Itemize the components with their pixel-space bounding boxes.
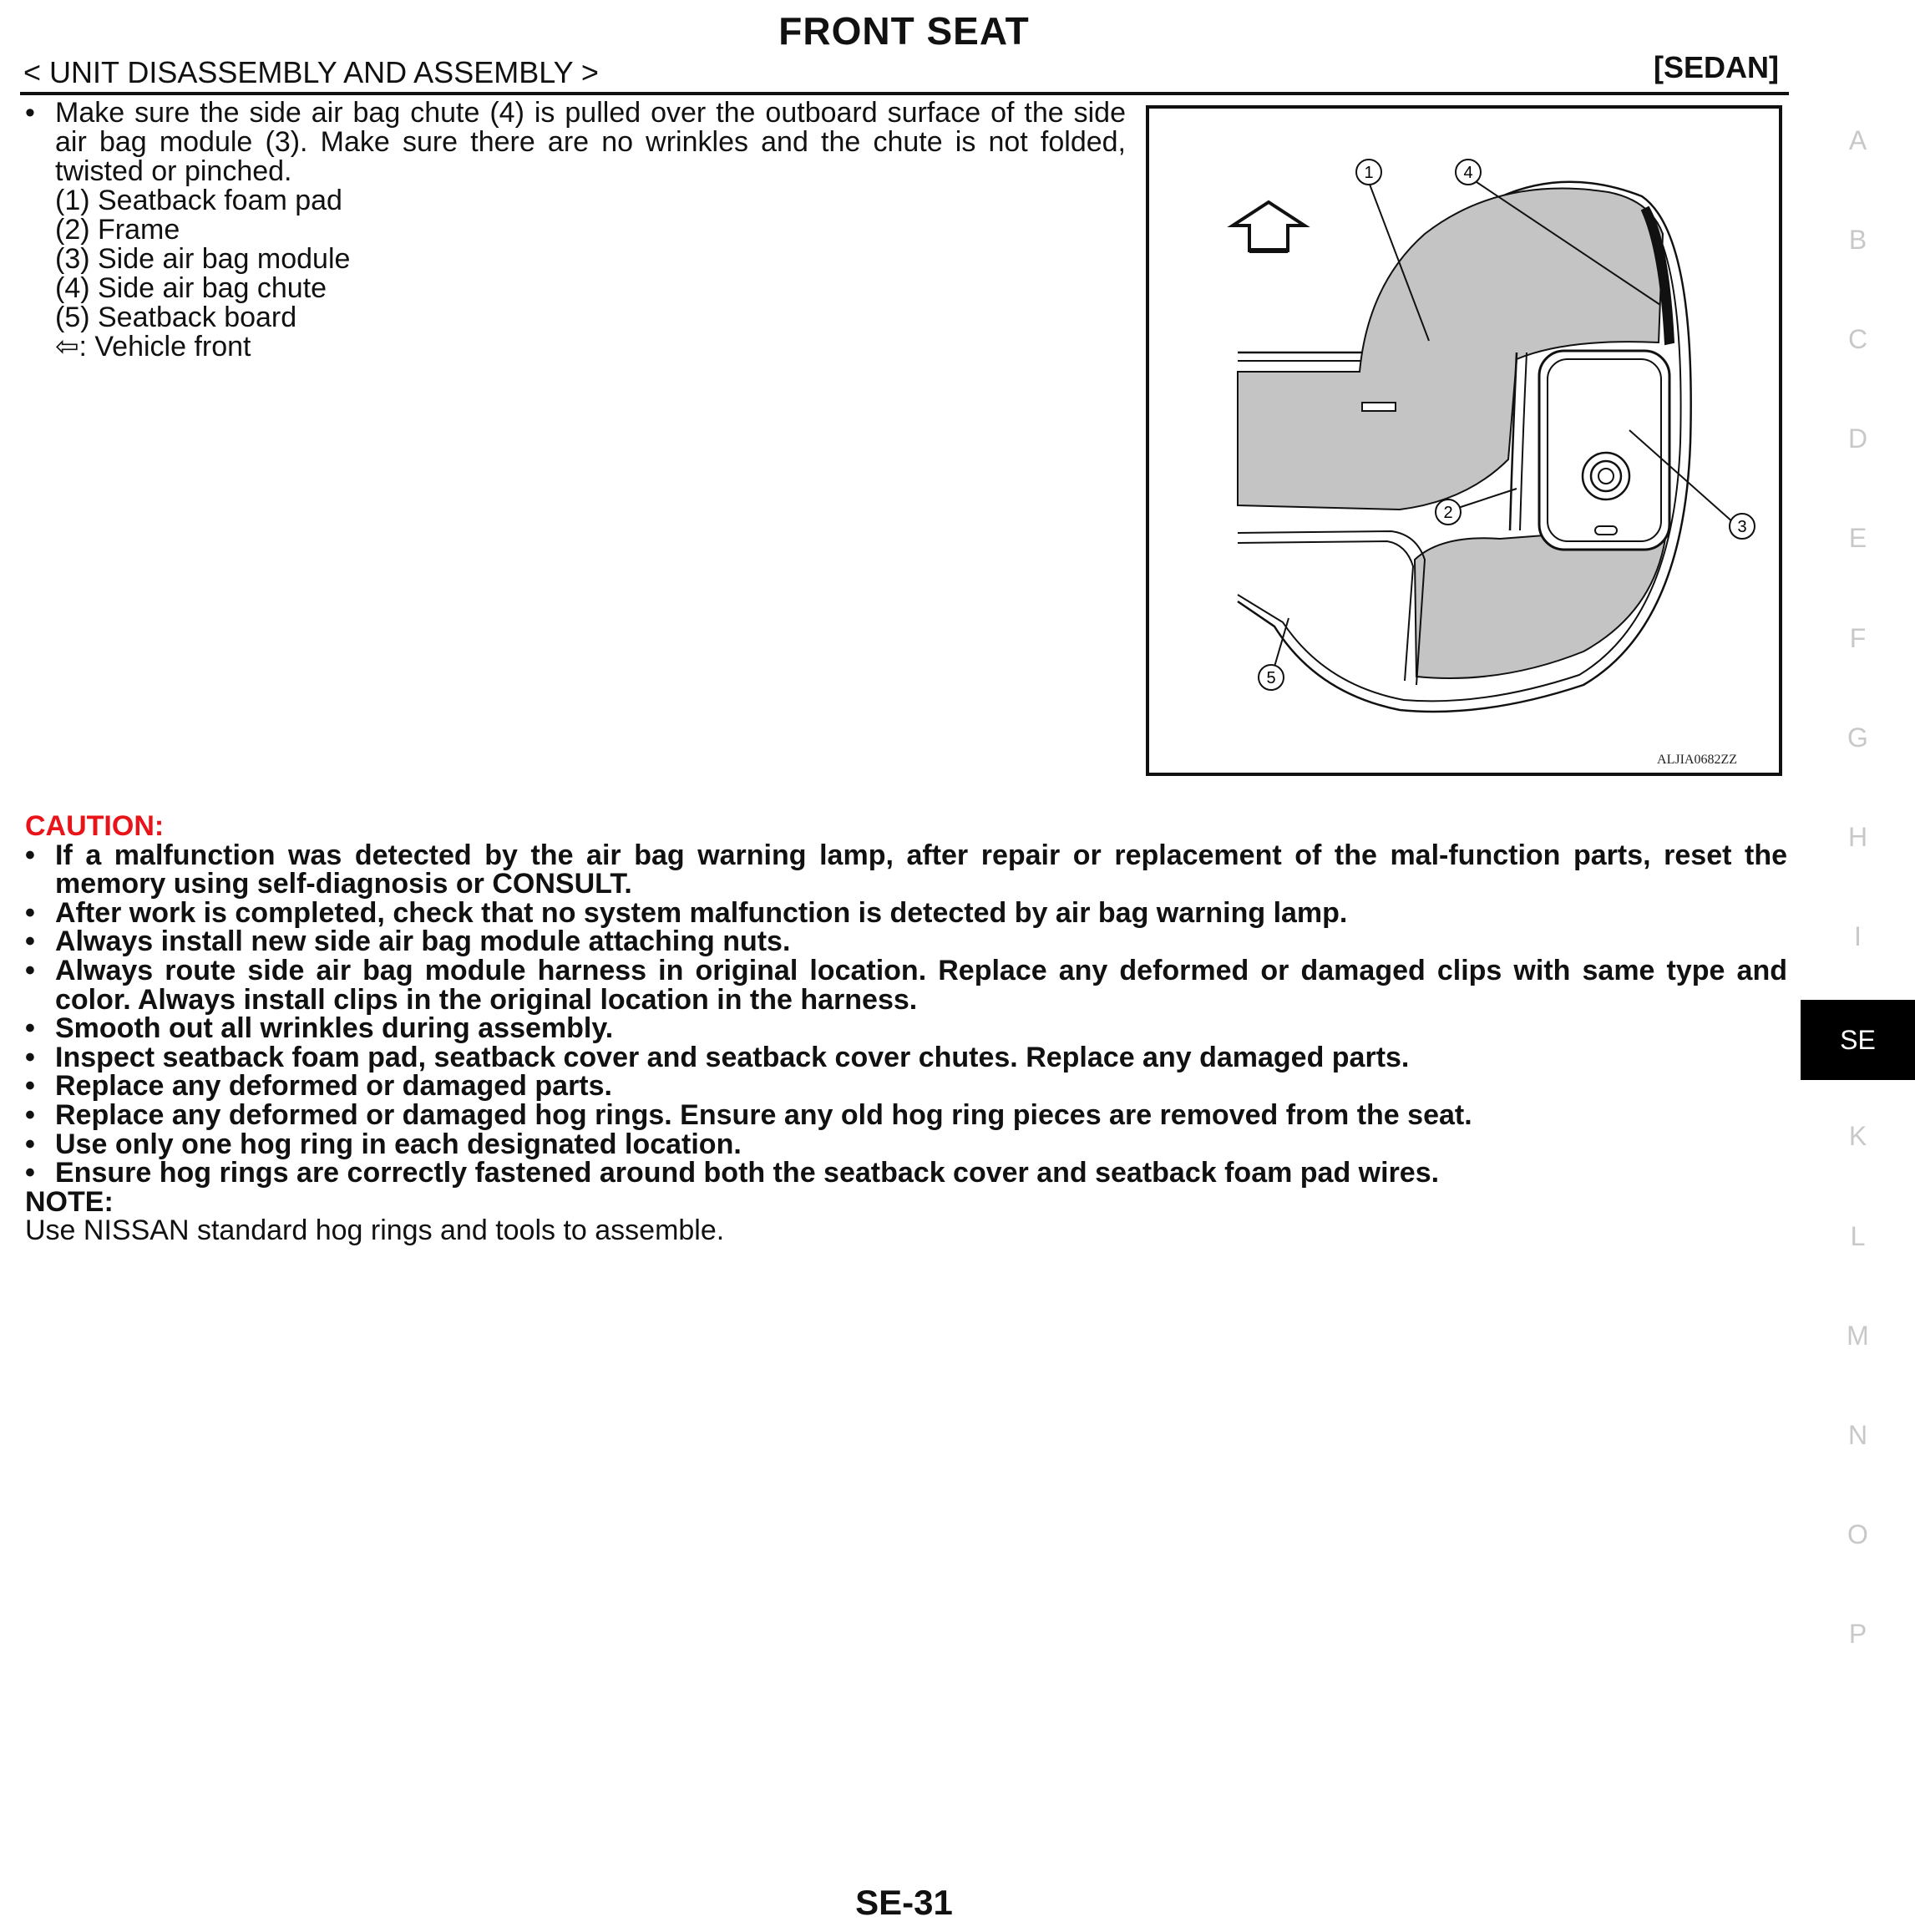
index-tab-se-active[interactable]: SE bbox=[1801, 1000, 1915, 1080]
callout-1 bbox=[1356, 160, 1381, 185]
note-text: Use NISSAN standard hog rings and tools to assemble. bbox=[25, 1214, 725, 1247]
caution-item-text: If a malfunction was detected by the air bag warning lamp, after repair or replacement of the mal-function parts, reset the memory using self-diagnosis or CONSULT. bbox=[55, 839, 1787, 900]
svg-text:3: 3 bbox=[1737, 518, 1747, 536]
legend-item: (4) Side air bag chute bbox=[55, 272, 327, 304]
bullet-glyph: • bbox=[25, 1128, 35, 1160]
caution-heading: CAUTION: bbox=[25, 810, 165, 842]
index-tab-f[interactable]: F bbox=[1849, 623, 1867, 653]
caution-item-text: Replace any deformed or damaged parts. bbox=[55, 1070, 612, 1103]
legend-item: ⇦: Vehicle front bbox=[55, 331, 251, 363]
legend-item: (2) Frame bbox=[55, 214, 180, 246]
callout-3 bbox=[1730, 514, 1755, 539]
caution-item-text: Always route side air bag module harness in original location. Replace any deformed or damaged clips with same type and color. Always install clips in the original location in the harness. bbox=[55, 954, 1787, 1016]
caution-item bbox=[25, 1043, 1787, 1072]
bracket bbox=[1362, 403, 1396, 411]
seat-diagram bbox=[1149, 109, 1779, 773]
callout-5 bbox=[1259, 665, 1284, 690]
index-tab-g[interactable]: G bbox=[1847, 723, 1868, 753]
caution-item bbox=[25, 1072, 1787, 1101]
callout-4 bbox=[1456, 160, 1481, 185]
legend-item: (5) Seatback board bbox=[55, 302, 297, 333]
caution-item bbox=[25, 1130, 1787, 1159]
svg-text:2: 2 bbox=[1443, 504, 1453, 522]
caution-item-text: Inspect seatback foam pad, seatback cover and seatback cover chutes. Replace any damaged parts. bbox=[55, 1041, 1410, 1073]
index-tab-i[interactable]: I bbox=[1854, 921, 1862, 951]
frame-lower-line bbox=[1238, 531, 1425, 685]
bullet-glyph: • bbox=[25, 925, 35, 958]
caution-item bbox=[25, 841, 1787, 899]
index-tab-a[interactable]: A bbox=[1848, 125, 1867, 155]
frame-line bbox=[1520, 352, 1527, 530]
svg-text:5: 5 bbox=[1266, 669, 1276, 687]
index-tab-k[interactable]: K bbox=[1848, 1121, 1867, 1151]
caution-item-text: After work is completed, check that no system malfunction is detected by air bag warning lamp. bbox=[55, 896, 1348, 929]
caution-item-text: Smooth out all wrinkles during assembly. bbox=[55, 1012, 614, 1045]
bullet-glyph: • bbox=[25, 1041, 35, 1073]
index-tab-l[interactable]: L bbox=[1850, 1221, 1866, 1251]
caution-list bbox=[25, 841, 1787, 1188]
caution-item bbox=[25, 1098, 1787, 1131]
bullet-glyph: • bbox=[25, 839, 35, 871]
index-tab-p[interactable]: P bbox=[1848, 1619, 1867, 1649]
part-legend bbox=[25, 186, 1126, 362]
caution-item bbox=[25, 1159, 1787, 1188]
index-tab-h[interactable]: H bbox=[1847, 822, 1868, 852]
section-header: < UNIT DISASSEMBLY AND ASSEMBLY > bbox=[23, 55, 599, 89]
svg-text:4: 4 bbox=[1463, 164, 1473, 182]
section-index-tabs bbox=[1801, 0, 1915, 1754]
svg-text:1: 1 bbox=[1364, 164, 1374, 182]
legend-item: (1) Seatback foam pad bbox=[55, 185, 342, 216]
bullet-glyph: • bbox=[25, 97, 35, 129]
instruction-text: Make sure the side air bag chute (4) is pulled over the outboard surface of the side air bag module (3). Make sure there are no wrinkles and the chute is not folded, twisted or pinched. bbox=[55, 97, 1126, 187]
index-tab-e[interactable]: E bbox=[1848, 523, 1867, 553]
seat-diagram-figure bbox=[1146, 105, 1782, 776]
instruction-bullet bbox=[25, 99, 1126, 186]
header-rule bbox=[20, 92, 1789, 95]
page-title: FRONT SEAT bbox=[778, 9, 1030, 53]
caution-item-text: Ensure hog rings are correctly fastened around both the seatback cover and seatback foam pad wires. bbox=[55, 1157, 1440, 1189]
caution-block bbox=[25, 812, 1787, 1245]
caution-item bbox=[25, 1014, 1787, 1043]
bullet-glyph: • bbox=[25, 1098, 35, 1131]
model-tag: [SEDAN] bbox=[1654, 50, 1779, 84]
index-tab-n[interactable]: N bbox=[1847, 1420, 1868, 1450]
index-tab-c[interactable]: C bbox=[1847, 324, 1868, 354]
caution-item-text: Use only one hog ring in each designated location. bbox=[55, 1128, 742, 1160]
figure-code: ALJIA0682ZZ bbox=[1657, 753, 1737, 767]
bullet-glyph: • bbox=[25, 1070, 35, 1103]
index-tab-b[interactable]: B bbox=[1848, 225, 1867, 255]
air-bag-module bbox=[1539, 351, 1669, 550]
caution-item bbox=[25, 956, 1787, 1014]
bullet-glyph: • bbox=[25, 896, 35, 929]
index-tab-m[interactable]: M bbox=[1847, 1321, 1869, 1351]
bullet-glyph: • bbox=[25, 1157, 35, 1189]
note-heading: NOTE: bbox=[25, 1185, 114, 1218]
caution-item bbox=[25, 896, 1787, 929]
page-number: SE-31 bbox=[855, 1883, 953, 1922]
index-tab-o[interactable]: O bbox=[1847, 1519, 1868, 1549]
bullet-glyph: • bbox=[25, 1012, 35, 1045]
instruction-block bbox=[25, 99, 1126, 362]
caution-item bbox=[25, 927, 1787, 956]
callout-2 bbox=[1436, 499, 1461, 525]
index-tab-d[interactable]: D bbox=[1847, 423, 1868, 454]
leader-line-2 bbox=[1458, 489, 1517, 508]
legend-item: (3) Side air bag module bbox=[55, 243, 351, 275]
bullet-glyph: • bbox=[25, 954, 35, 986]
caution-item-text: Always install new side air bag module attaching nuts. bbox=[55, 925, 791, 958]
vehicle-front-arrow-icon bbox=[1233, 202, 1305, 251]
caution-item-text: Replace any deformed or damaged hog rings. Ensure any old hog ring pieces are removed from the seat. bbox=[55, 1098, 1472, 1131]
